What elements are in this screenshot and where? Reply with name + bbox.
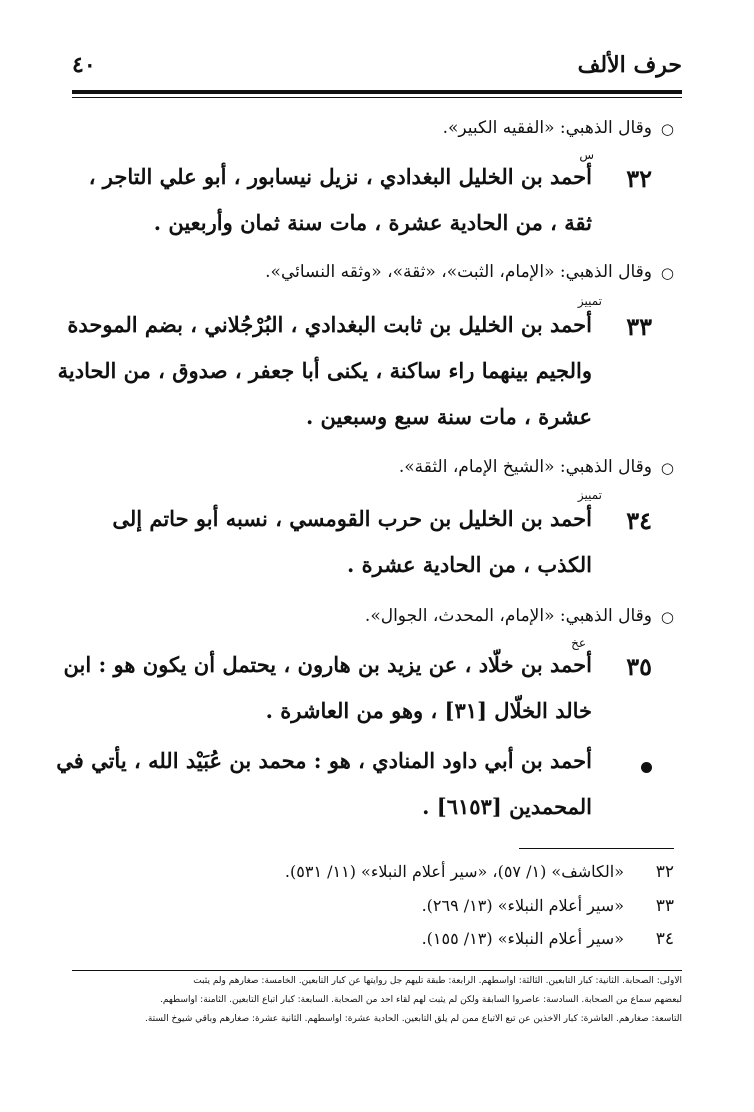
header-rule-thick	[72, 90, 682, 94]
entry-tag: تمييز	[577, 488, 602, 502]
section-title: حرف الألف	[577, 52, 682, 78]
footnote-text: «سير أعلام النبلاء» (١٣/ ١٥٥).	[421, 929, 624, 948]
bullet-icon	[641, 762, 652, 773]
cross-reference-line: المحمدين [٦١٥٣] .	[422, 794, 592, 819]
footnote-number: ٣٤	[655, 929, 674, 949]
entry-tag: تمييز	[577, 294, 602, 308]
note-marker-icon: ○	[660, 459, 674, 477]
entry-line: أحمد بن الخليل البغدادي ، نزيل نيسابور ، أبو علي التاجر ،	[88, 164, 592, 189]
entry-number: ٣٣	[626, 312, 652, 341]
entry-line: والجيم بينهما راء ساكنة ، يكنى أبا جعفر ، صدوق ، من الحادية	[57, 358, 592, 383]
page-number: ٤٠	[72, 52, 96, 78]
entry-note: وقال الذهبي: «الإمام، المحدث، الجوال».	[364, 606, 652, 626]
entry-line: خالد الخلّال [٣١] ، وهو من العاشرة .	[265, 698, 592, 723]
entry-line: أحمد بن الخليل بن حرب القومسي ، نسبه أبو حاتم إلى	[112, 506, 592, 531]
entry-line: ثقة ، من الحادية عشرة ، مات سنة ثمان وأربعين .	[153, 210, 592, 235]
entry-note: وقال الذهبي: «الشيخ الإمام، الثقة».	[398, 457, 652, 477]
note-marker-icon: ○	[660, 120, 674, 138]
cross-reference-line: أحمد بن أبي داود المنادي ، هو : محمد بن عُبَيْد الله ، يأتي في	[56, 748, 592, 773]
footnote-number: ٣٣	[655, 896, 674, 916]
generation-legend-line: الأولى: الصحابة. الثانية: كبار التابعين. الثالثة: أواسطهم. الرابعة: طبقة تليهم جل روايتها عن كبار التابعين. الخامسة: صغارهم ولم يثبت	[193, 976, 682, 986]
footnote-number: ٣٢	[655, 862, 674, 882]
note-marker-icon: ○	[660, 264, 674, 282]
footnote-text: «سير أعلام النبلاء» (١٣/ ٢٦٩).	[421, 896, 624, 915]
entry-tag: عخ	[571, 636, 586, 650]
entry-line: أحمد بن خلّاد ، عن يزيد بن هارون ، يحتمل أن يكون هو : ابن	[63, 652, 592, 677]
entry-line: الكذب ، من الحادية عشرة .	[347, 552, 592, 577]
entry-note: وقال الذهبي: «الإمام، الثبت»، «ثقة»، «وثقه النسائي».	[265, 262, 652, 282]
entry-number: ٣٤	[626, 506, 652, 535]
entry-note: وقال الذهبي: «الفقيه الكبير».	[442, 118, 652, 138]
footnote-separator	[519, 848, 674, 849]
header-rule-thin	[72, 97, 682, 98]
entry-line: عشرة ، مات سنة سبع وسبعين .	[305, 404, 592, 429]
generation-legend-line: لبعضهم سماع من الصحابة. السادسة: عاصروا السابقة ولكن لم يثبت لهم لقاء أحد من الصحابة. السابعة: كبار أتباع التابعين. الثامنة: أواسطهم.	[160, 995, 682, 1005]
legend-rule	[72, 970, 682, 971]
entry-number: ٣٢	[626, 164, 652, 193]
entry-line: أحمد بن الخليل بن ثابت البغدادي ، البُرْجُلاني ، بضم الموحدة	[67, 312, 592, 337]
footnote-text: «الكاشف» (١/ ٥٧)، «سير أعلام النبلاء» (١١/ ٥٣١).	[284, 862, 624, 881]
page-header	[72, 52, 682, 88]
entry-tag: س	[579, 148, 594, 162]
entry-number: ٣٥	[626, 652, 652, 681]
note-marker-icon: ○	[660, 608, 674, 626]
generation-legend-line: التاسعة: صغارهم. العاشرة: كبار الآخذين عن تبع الأتباع ممن لم يلق التابعين. الحادية عشرة: أواسطهم. الثانية عشرة: صغارهم وباقي شيوخ الستة.	[144, 1014, 682, 1024]
